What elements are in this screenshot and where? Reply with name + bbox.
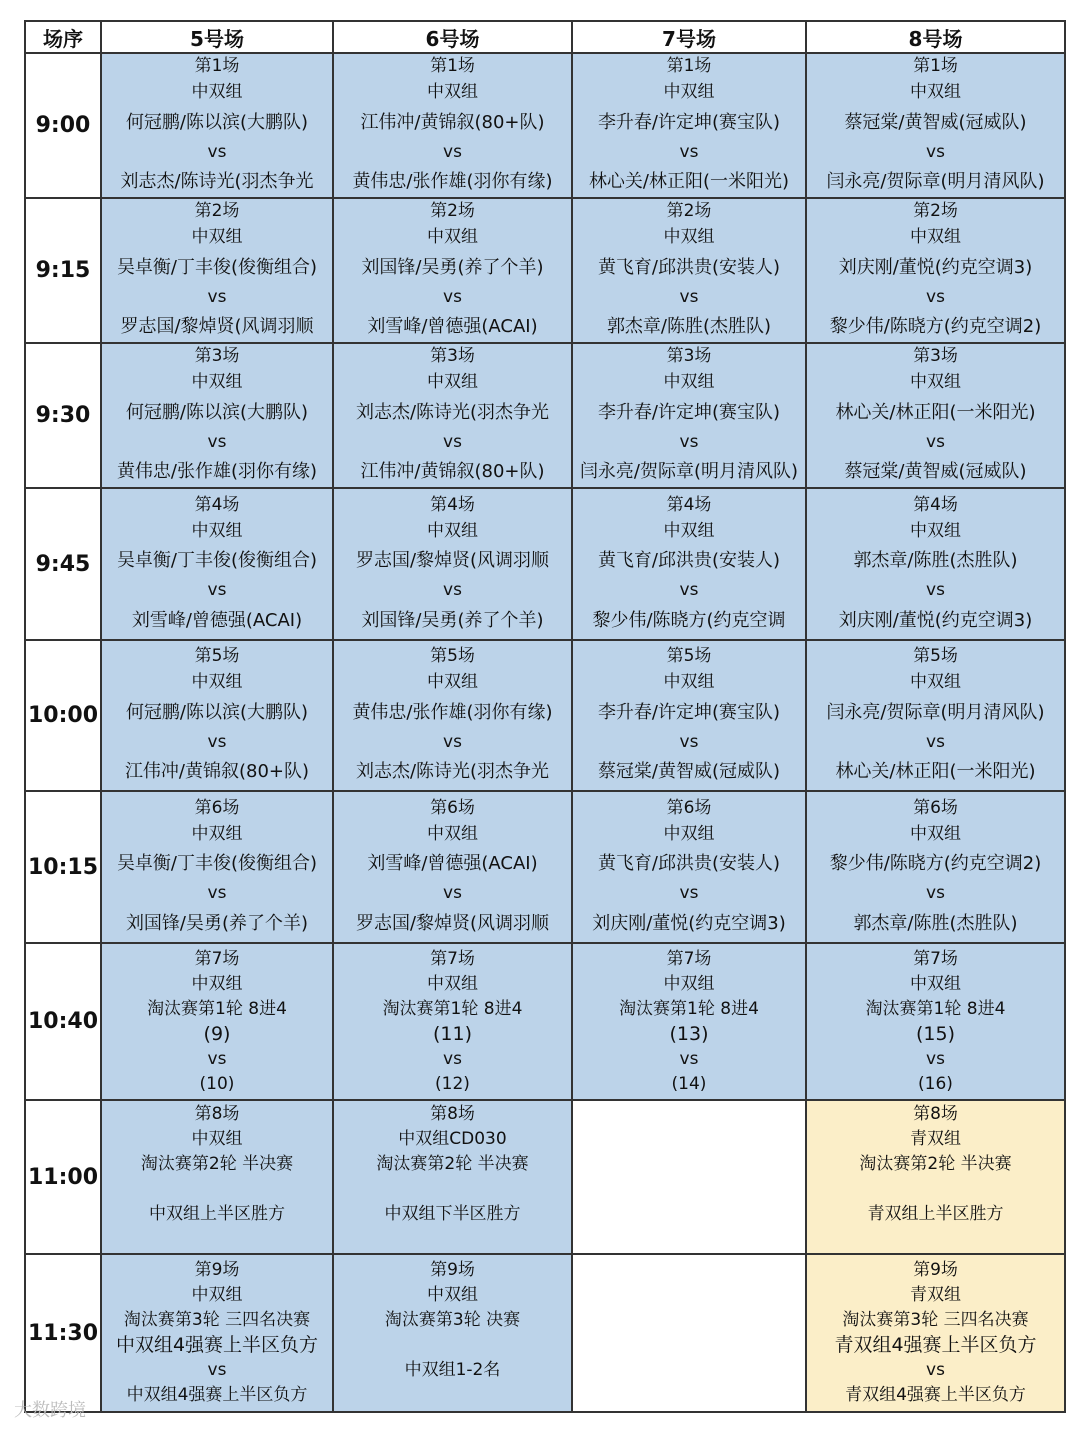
match-line: 刘志杰/陈诗光(羽杰争光 xyxy=(120,171,314,192)
match-line: 李升春/许定坤(赛宝队) xyxy=(597,701,781,723)
match-line: 刘雪峰/曾德强(ACAI) xyxy=(367,853,538,874)
time-slot: 9:45 xyxy=(25,488,101,640)
match-number: 第3场 xyxy=(666,346,712,366)
match-line: (13) xyxy=(669,1022,709,1045)
match-line: 蔡冠棠/黄智威(冠威队) xyxy=(844,111,1027,133)
match-line: (15) xyxy=(915,1022,955,1045)
match-line: 刘雪峰/曾德强(ACAI) xyxy=(131,609,303,631)
match-number: 第7场 xyxy=(666,948,712,969)
match-line: 郭杰章/陈胜(杰胜队) xyxy=(853,912,1018,934)
match-line: 蔡冠棠/黄智威(冠威队) xyxy=(844,461,1027,482)
match-group: 中双组 xyxy=(663,672,715,692)
header-order: 场序 xyxy=(25,21,101,53)
match-group: 中双组 xyxy=(191,82,243,102)
match-group: 中双组 xyxy=(191,1285,243,1305)
match-group: 中双组 xyxy=(663,227,715,247)
match-number: 第4场 xyxy=(430,494,475,515)
match-line: 淘汰赛第3轮 决赛 xyxy=(384,1310,521,1330)
match-group: 中双组 xyxy=(191,672,243,692)
match-cell xyxy=(101,488,333,640)
match-line: vs xyxy=(207,1048,227,1069)
match-number: 第7场 xyxy=(913,948,958,969)
match-line: 刘庆刚/董悦(约克空调3) xyxy=(838,609,1033,631)
match-number: 第3场 xyxy=(913,346,958,366)
match-line: 黄伟忠/张作雄(羽你有缘) xyxy=(116,461,318,482)
match-number: 第2场 xyxy=(913,201,958,221)
match-line: (11) xyxy=(432,1022,472,1045)
match-number: 第5场 xyxy=(194,646,240,666)
match-cell xyxy=(572,791,806,943)
time-slot: 10:00 xyxy=(25,640,101,791)
match-line: 黄伟忠/张作雄(羽你有缘) xyxy=(352,171,553,192)
header-row xyxy=(25,21,1065,53)
match-cell xyxy=(806,198,1065,343)
match-line: vs xyxy=(679,431,699,452)
match-number: 第8场 xyxy=(194,1104,240,1124)
match-line: 郭杰章/陈胜(杰胜队) xyxy=(606,316,772,337)
match-cell xyxy=(806,943,1065,1100)
match-line: 罗志国/黎焯贤(风调羽顺 xyxy=(355,550,550,571)
match-group: 中双组 xyxy=(910,82,961,102)
match-line xyxy=(102,1227,332,1252)
match-cell xyxy=(572,640,806,791)
match-line: 黄飞育/邱洪贵(安装人) xyxy=(597,550,781,571)
match-line: 刘雪峰/曾德强(ACAI) xyxy=(367,316,538,337)
watermark: 大数跨境 xyxy=(14,1400,86,1421)
match-line: 刘志杰/陈诗光(羽杰争光 xyxy=(355,401,550,423)
match-cell xyxy=(572,343,806,488)
match-cell xyxy=(101,1254,333,1412)
match-group: 中双组 xyxy=(191,823,243,844)
match-group: 中双组 xyxy=(663,82,715,102)
match-line: 刘庆刚/董悦(约克空调3) xyxy=(592,912,786,934)
match-group: 中双组 xyxy=(427,672,478,692)
match-group: 中双组 xyxy=(910,520,961,541)
match-line: 黎少伟/陈晓方(约克空调2) xyxy=(829,853,1042,874)
match-number: 第1场 xyxy=(194,56,240,76)
match-group: 中双组 xyxy=(910,672,961,692)
match-cell xyxy=(101,943,333,1100)
match-group: 中双组 xyxy=(191,372,243,392)
match-line: vs xyxy=(207,431,227,452)
schedule-row xyxy=(25,488,1065,640)
match-line: 黄伟忠/张作雄(羽你有缘) xyxy=(352,701,553,723)
match-line: 何冠鹏/陈以滨(大鹏队) xyxy=(125,111,309,133)
match-number: 第6场 xyxy=(666,797,712,818)
match-line xyxy=(334,1227,571,1252)
match-line: 中双组上半区胜方 xyxy=(149,1204,285,1224)
match-line xyxy=(334,1333,571,1358)
match-group: 中双组 xyxy=(427,372,478,392)
schedule-row xyxy=(25,53,1065,198)
match-group: 中双组 xyxy=(663,823,715,844)
empty-cell xyxy=(572,1100,806,1254)
match-line: vs xyxy=(443,580,462,600)
match-line: 淘汰赛第1轮 8进4 xyxy=(619,998,759,1019)
match-number: 第6场 xyxy=(194,797,240,818)
match-cell xyxy=(806,1100,1065,1254)
match-group: 中双组 xyxy=(427,1285,478,1305)
match-line xyxy=(334,1177,571,1202)
match-line: 中双组下半区胜方 xyxy=(384,1204,521,1224)
match-group: 中双组 xyxy=(427,973,478,994)
match-line: vs xyxy=(926,1360,945,1380)
match-line: 何冠鹏/陈以滨(大鹏队) xyxy=(125,401,309,423)
match-line: vs xyxy=(926,580,945,600)
schedule-row xyxy=(25,343,1065,488)
match-line: 淘汰赛第1轮 8进4 xyxy=(382,998,523,1019)
match-line: 江伟冲/黄锦叙(80+队) xyxy=(360,111,545,133)
match-line: vs xyxy=(207,141,227,162)
match-line: 李升春/许定坤(赛宝队) xyxy=(597,111,781,133)
match-line: 闫永亮/贺际章(明月清风队) xyxy=(826,701,1045,723)
match-number: 第3场 xyxy=(430,346,475,366)
match-number: 第2场 xyxy=(666,201,712,221)
match-cell xyxy=(101,791,333,943)
match-line: vs xyxy=(207,580,227,600)
match-cell xyxy=(101,640,333,791)
match-line: vs xyxy=(926,1048,945,1069)
match-cell xyxy=(572,198,806,343)
match-number: 第3场 xyxy=(194,346,240,366)
match-line: vs xyxy=(926,731,945,752)
match-group: 中双组 xyxy=(910,973,961,994)
match-line: 刘庆刚/董悦(约克空调3) xyxy=(838,256,1033,278)
match-number: 第8场 xyxy=(430,1104,475,1124)
match-line: 蔡冠棠/黄智威(冠威队) xyxy=(597,761,781,782)
match-cell xyxy=(101,198,333,343)
match-cell xyxy=(806,53,1065,198)
match-cell xyxy=(806,1254,1065,1412)
match-number: 第2场 xyxy=(430,201,475,221)
match-group: 中双组 xyxy=(191,520,243,541)
match-line: vs xyxy=(926,431,945,452)
match-cell xyxy=(333,943,572,1100)
match-line: 吴卓衡/丁丰俊(俊衡组合) xyxy=(116,256,318,278)
match-line: 黄飞育/邱洪贵(安装人) xyxy=(597,853,781,874)
match-line: 江伟冲/黄锦叙(80+队) xyxy=(360,461,545,482)
match-number: 第6场 xyxy=(913,797,958,818)
match-line: 李升春/许定坤(赛宝队) xyxy=(597,401,781,423)
time-slot: 11:00 xyxy=(25,1100,101,1254)
match-cell xyxy=(333,1100,572,1254)
match-line: 淘汰赛第2轮 半决赛 xyxy=(140,1154,294,1174)
match-group: 中双组 xyxy=(427,520,478,541)
match-line: vs xyxy=(443,431,462,452)
match-line: 淘汰赛第1轮 8进4 xyxy=(865,998,1006,1019)
header-court-8: 8号场 xyxy=(806,21,1065,53)
match-line: 林心关/林正阳(一米阳光) xyxy=(588,171,790,192)
match-line xyxy=(807,1227,1064,1252)
time-slot: 11:30 xyxy=(25,1254,101,1412)
time-slot: 9:15 xyxy=(25,198,101,343)
match-line: 淘汰赛第1轮 8进4 xyxy=(147,998,287,1019)
match-line: 淘汰赛第2轮 半决赛 xyxy=(859,1154,1012,1174)
schedule-row xyxy=(25,791,1065,943)
match-number: 第4场 xyxy=(666,494,712,515)
match-line: (12) xyxy=(435,1073,470,1094)
match-number: 第8场 xyxy=(913,1104,958,1124)
match-group: 中双组 xyxy=(427,823,478,844)
match-cell xyxy=(806,791,1065,943)
match-line: 淘汰赛第3轮 三四名决赛 xyxy=(123,1310,311,1330)
empty-cell xyxy=(572,1254,806,1412)
header-court-5: 5号场 xyxy=(101,21,333,53)
header-court-6: 6号场 xyxy=(333,21,572,53)
match-line: 吴卓衡/丁丰俊(俊衡组合) xyxy=(116,853,318,874)
match-line: vs xyxy=(207,1360,227,1380)
match-line xyxy=(807,1177,1064,1202)
match-line: 中双组4强赛上半区负方 xyxy=(115,1334,319,1356)
match-number: 第1场 xyxy=(913,56,958,76)
match-number: 第1场 xyxy=(430,56,475,76)
match-line: 闫永亮/贺际章(明月清风队) xyxy=(826,171,1045,192)
schedule-row xyxy=(25,943,1065,1100)
match-number: 第4场 xyxy=(194,494,240,515)
match-group: 中双组 xyxy=(191,1129,243,1149)
match-line: 青双组4强赛上半区负方 xyxy=(834,1334,1037,1356)
match-cell xyxy=(101,343,333,488)
match-number: 第9场 xyxy=(913,1260,958,1280)
match-line: vs xyxy=(679,731,699,752)
match-line: 林心关/林正阳(一米阳光) xyxy=(835,761,1036,782)
match-group: 中双组 xyxy=(191,973,243,994)
match-line: 罗志国/黎焯贤(风调羽顺 xyxy=(355,912,550,934)
match-group: 中双组 xyxy=(910,227,961,247)
match-cell xyxy=(333,488,572,640)
match-number: 第5场 xyxy=(430,646,475,666)
match-group: 中双组CD030 xyxy=(398,1129,507,1149)
match-line: vs xyxy=(679,1048,699,1069)
match-line: vs xyxy=(443,883,462,903)
match-line: vs xyxy=(926,883,945,903)
schedule-row xyxy=(25,198,1065,343)
match-group: 中双组 xyxy=(427,82,478,102)
match-line: vs xyxy=(679,286,699,307)
match-group: 中双组 xyxy=(910,372,961,392)
match-line: vs xyxy=(926,141,945,162)
match-line: vs xyxy=(679,580,699,600)
schedule-row xyxy=(25,1100,1065,1254)
time-slot: 9:00 xyxy=(25,53,101,198)
match-group: 中双组 xyxy=(427,227,478,247)
match-cell xyxy=(333,791,572,943)
match-group: 中双组 xyxy=(663,372,715,392)
match-line: 罗志国/黎焯贤(风调羽顺 xyxy=(120,316,314,337)
schedule-row xyxy=(25,1254,1065,1412)
match-cell xyxy=(806,488,1065,640)
match-line: 青双组上半区胜方 xyxy=(867,1204,1004,1224)
schedule-row xyxy=(25,640,1065,791)
match-line: (10) xyxy=(199,1073,235,1094)
match-line xyxy=(334,1383,571,1408)
match-line xyxy=(102,1177,332,1202)
match-line: 青双组4强赛上半区负方 xyxy=(845,1385,1026,1405)
match-group: 中双组 xyxy=(910,823,961,844)
match-number: 第5场 xyxy=(913,646,958,666)
match-cell xyxy=(806,343,1065,488)
match-line: 中双组4强赛上半区负方 xyxy=(126,1385,308,1405)
match-line: 郭杰章/陈胜(杰胜队) xyxy=(853,550,1018,571)
header-court-7: 7号场 xyxy=(572,21,806,53)
match-group: 青双组 xyxy=(910,1129,961,1149)
match-line: 黄飞育/邱洪贵(安装人) xyxy=(597,256,781,278)
match-line: vs xyxy=(443,286,462,307)
match-line: 中双组1-2名 xyxy=(404,1360,501,1380)
match-number: 第7场 xyxy=(194,948,240,969)
match-number: 第9场 xyxy=(194,1260,240,1280)
match-cell xyxy=(333,198,572,343)
match-cell xyxy=(806,640,1065,791)
time-slot: 10:40 xyxy=(25,943,101,1100)
match-group: 青双组 xyxy=(910,1285,961,1305)
match-line: vs xyxy=(679,883,699,903)
match-line: vs xyxy=(207,883,227,903)
match-line: vs xyxy=(679,141,699,162)
match-line: vs xyxy=(207,286,227,307)
match-number: 第6场 xyxy=(430,797,475,818)
match-line: 江伟冲/黄锦叙(80+队) xyxy=(124,761,310,782)
match-number: 第9场 xyxy=(430,1260,475,1280)
match-line: 闫永亮/贺际章(明月清风队) xyxy=(579,461,799,482)
match-cell xyxy=(572,488,806,640)
match-line: 淘汰赛第2轮 半决赛 xyxy=(376,1154,529,1174)
match-number: 第1场 xyxy=(666,56,712,76)
match-line: 何冠鹏/陈以滨(大鹏队) xyxy=(125,701,309,723)
match-line: vs xyxy=(443,731,462,752)
match-line: vs xyxy=(926,286,945,307)
match-number: 第4场 xyxy=(913,494,958,515)
match-line: (16) xyxy=(918,1073,953,1094)
match-line: vs xyxy=(207,731,227,752)
match-cell xyxy=(101,1100,333,1254)
match-line: 吴卓衡/丁丰俊(俊衡组合) xyxy=(116,550,318,571)
match-number: 第7场 xyxy=(430,948,475,969)
match-line: 黎少伟/陈晓方(约克空调2) xyxy=(829,316,1042,337)
match-cell xyxy=(333,53,572,198)
match-cell xyxy=(101,53,333,198)
match-cell xyxy=(333,343,572,488)
match-line: (9) xyxy=(203,1022,231,1045)
match-cell xyxy=(572,943,806,1100)
match-number: 第2场 xyxy=(194,201,240,221)
match-line: 刘国锋/吴勇(养了个羊) xyxy=(361,256,544,278)
match-line: 刘国锋/吴勇(养了个羊) xyxy=(125,912,309,934)
match-line: (14) xyxy=(671,1073,707,1094)
match-group: 中双组 xyxy=(663,520,715,541)
match-line: 刘国锋/吴勇(养了个羊) xyxy=(361,609,544,631)
time-slot: 10:15 xyxy=(25,791,101,943)
match-group: 中双组 xyxy=(663,973,715,994)
match-line: vs xyxy=(443,141,462,162)
match-number: 第5场 xyxy=(666,646,712,666)
match-line: 淘汰赛第3轮 三四名决赛 xyxy=(842,1310,1029,1330)
match-line: 林心关/林正阳(一米阳光) xyxy=(835,401,1036,423)
match-cell xyxy=(333,1254,572,1412)
match-group: 中双组 xyxy=(191,227,243,247)
match-line: 刘志杰/陈诗光(羽杰争光 xyxy=(355,761,550,782)
match-cell xyxy=(333,640,572,791)
match-line: 黎少伟/陈晓方(约克空调 xyxy=(592,609,786,631)
schedule-table xyxy=(24,20,1066,1413)
time-slot: 9:30 xyxy=(25,343,101,488)
match-cell xyxy=(572,53,806,198)
match-line: vs xyxy=(443,1048,462,1069)
